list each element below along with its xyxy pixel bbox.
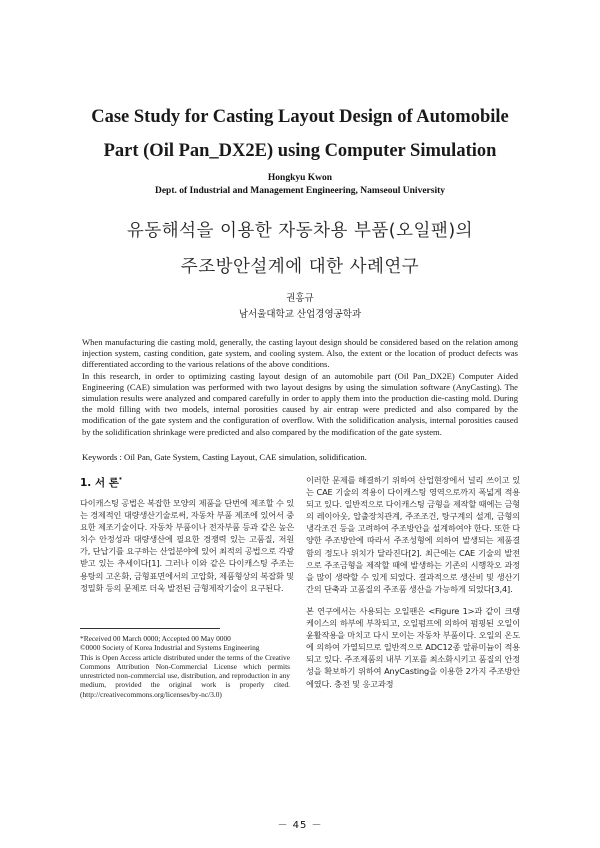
- section-heading: [80, 475, 122, 490]
- keywords: [82, 452, 518, 463]
- author-name-ko: 권홍규: [286, 293, 314, 304]
- keywords-label: Keywords :: [82, 452, 122, 462]
- paper-title-ko-line2: 주조방안설계에 대한 사례연구: [180, 257, 420, 277]
- intro-paragraph-3: 본 연구에서는 사용되는 오일팬은 <Figure 1>과 같이 크랭케이스의 하부에 부착되고, 오일펌프에 의하여 펌핑된 오일이 윤활작용을 마치고 다시 모이는 자동차 부품이다. 오일의 온도에 의하여 가열되므로 일반적으로 ADC12종 알류미늄이 적용되고 있다. 주조제품의 내부 기포를 최소화시키고 품질의 안정성을 확보하기 위하여 AnyCasting을 이용한 2가지 주조방안에였다. 충전 및 응고과정: [306, 605, 520, 689]
- abstract: [82, 337, 518, 438]
- paper-title-ko-line1: 유동해석을 이용한 자동차용 부품(오일팬)의: [126, 221, 474, 241]
- author-block-ko: [40, 291, 560, 323]
- intro-paragraph-1: 다이캐스팅 공법은 복잡한 모양의 제품을 단번에 제조할 수 있는 경제적인 대량생산기술로써, 자동차 부품 제조에 있어서 중요한 제조기술이다. 자동차 부품이나 전자부품 등과 같은 높은 치수 안정성과 대량생산에 필요한 경쟁력 있는 고품질, 저원가, 단납기를 요구하는 산업분야에 있어 최적의 공법으로 각광받고 있는 추세이다[1]. 그러나 이와 같은 다이캐스팅 주조는 용탕의 고온화, 금형표면에서의 고압화, 제품형상의 복잡화 및 정밀화 등의 문제로 더욱 발전된 금형제작기술이 요구된다.: [80, 498, 294, 593]
- author-affiliation-ko: 남서울대학교 산업경영공학과: [238, 309, 362, 320]
- paper-title-en: [40, 100, 560, 168]
- footnote-received: *Received 00 March 0000; Accepted 00 May 0000: [80, 634, 231, 643]
- footnote-divider: [80, 628, 220, 629]
- paper-title-en-line2: Part (Oil Pan_DX2E) using Computer Simulation: [103, 141, 497, 161]
- left-column: [80, 497, 294, 594]
- keywords-text: Oil Pan, Gate System, Casting Layout, CAE simulation, solidification.: [124, 452, 367, 462]
- paper-title-ko: [40, 213, 560, 285]
- right-column: [306, 474, 520, 690]
- paper-title-en-line1: Case Study for Casting Layout Design of Automobile: [91, 107, 509, 127]
- footnote-copyright: ©0000 Society of Korea Industrial and Systems Engineering: [80, 643, 260, 653]
- abstract-paragraph-1: When manufacturing die casting mold, generally, the casting layout design should be considered based on the relation among injection system, casting condition, gate system, and cooling system. Also, the extent or the location of product defects was differentiated according to the various relations of the above conditions.: [82, 337, 518, 370]
- page-number: － 45 －: [277, 820, 323, 831]
- footnote-license: This is Open Access article distributed under the terms of the Creative Commons Attribution Non-Commercial License which permits unrestricted non-commercial use, distribution, and reproduction in any medium, provided the original work is properly cited. (http://creativecommons.org/licenses/by-nc/3.0): [80, 652, 290, 699]
- section-heading-mark: *: [118, 476, 123, 484]
- footnote: [80, 634, 290, 699]
- intro-paragraph-2: 이러한 문제를 해결하기 위하여 산업현장에서 널리 쓰이고 있는 CAE 기술의 적용이 다이캐스팅 영역으로까지 폭넓게 적용되고 있다. 일반적으로 다이캐스팅 금형을 제작할 때에는 금형의 레이아웃, 압출장치관계, 주조조건, 탕구계의 설계, 금형의 냉각조건 등을 고려하여 주조방안을 설계하여야 한다. 또한 다양한 주조방안에 따라서 주조성형에 의하여 발생되는 제품결함의 정도나 위치가 달라진다[2]. 최근에는 CAE 기술의 발전으로 주조금형을 제작할 때에 발생하는 기존의 시행착오 과정을 많이 생략할 수 있게 되었다. 결과적으로 생산비 및 생산기간의 단축과 고품질의 주조품 생산을 가능하게 되었다[3,4].: [306, 475, 520, 594]
- section-heading-text: 1. 서 론: [80, 477, 119, 489]
- author-affiliation-en: Dept. of Industrial and Management Engineering, Namseoul University: [154, 186, 446, 196]
- abstract-paragraph-2: In this research, in order to optimizing casting layout design of an automobile part (Oil Pan_DX2E) Computer Aided Engineering (CAE) simulation was performed with two layout designs by using the simulation software (AnyCasting). The simulation results were analyzed and compared carefully in order to apply them into the production die-casting mold. During the mold filling with two models, internal porosities caused by air entrap were predicted and also compared by the modification of the gate system and the configuration of overflow. With the solidification analysis, internal porosities caused by the solidification shrinkage were predicted and also compared by the modification of the gate system.: [82, 370, 518, 437]
- author-name-en: Hongkyu Kwon: [267, 173, 333, 183]
- author-block-en: [40, 172, 560, 198]
